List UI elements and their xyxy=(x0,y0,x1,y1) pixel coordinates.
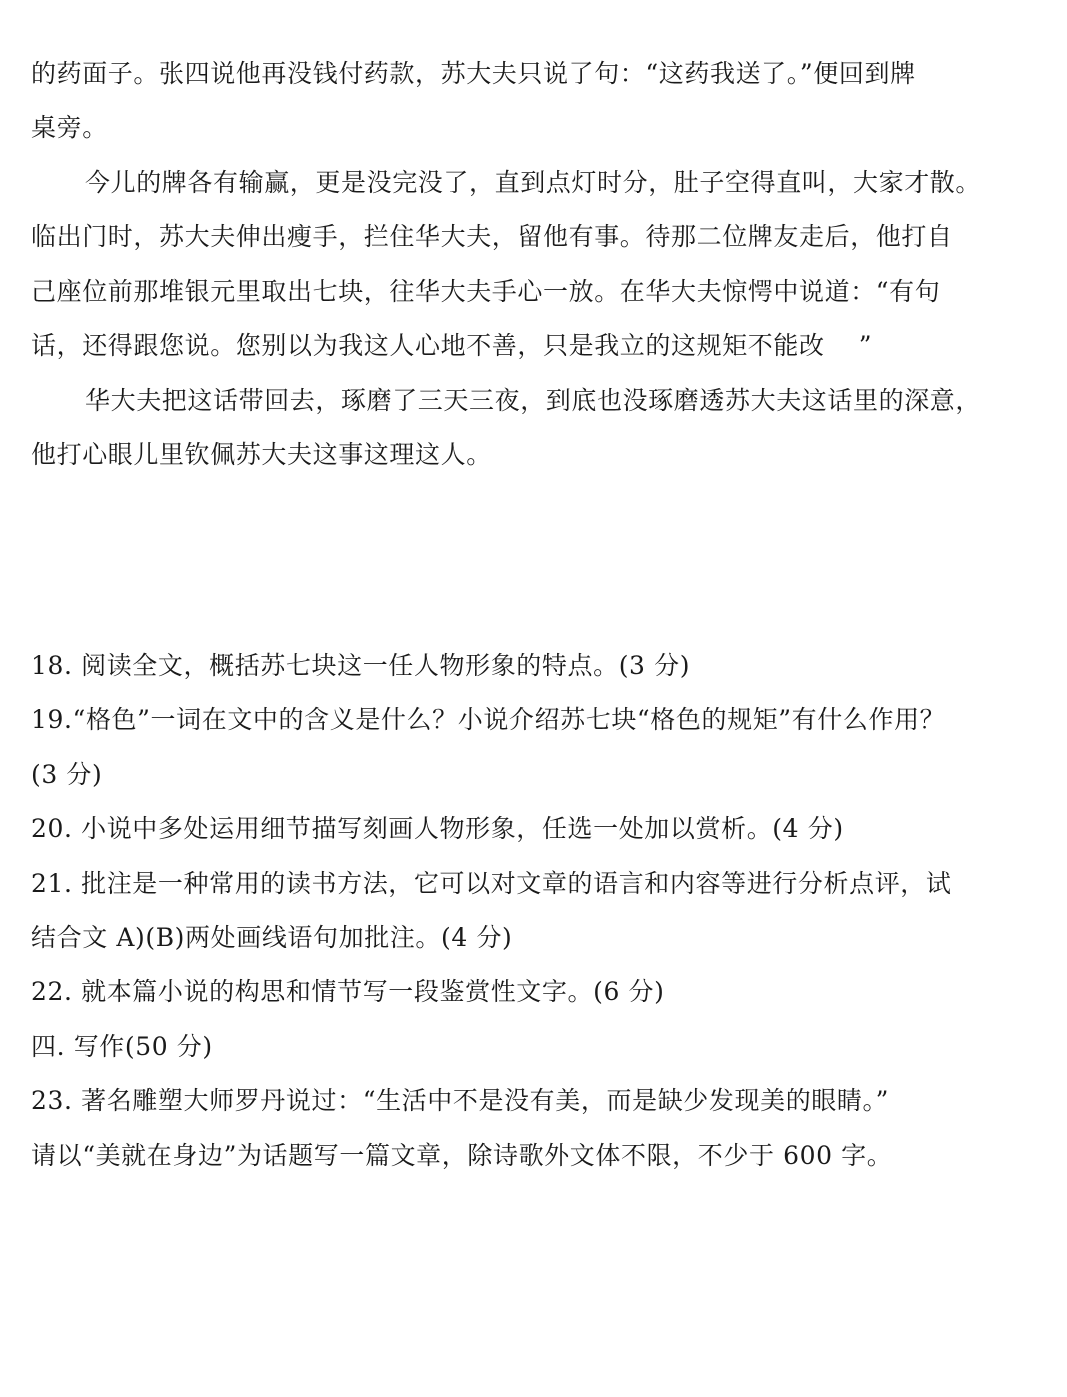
passage-line: 话，还得跟您说。您别以为我这人心地不善，只是我立的这规矩不能改 ” xyxy=(31,331,873,360)
question-22: 22. 就本篇小说的构思和情节写一段鉴赏性文字。(6 分) xyxy=(31,977,665,1006)
passage-line: 己座位前那堆银元里取出七块，往华大夫手心一放。在华大夫惊愕中说道：“有句 xyxy=(31,277,941,306)
question-19: 19.“格色”一词在文中的含义是什么？小说介绍苏七块“格色的规矩”有什么作用？ xyxy=(31,705,946,734)
passage-line: 今儿的牌各有输赢，更是没完没了，直到点灯时分，肚子空得直叫，大家才散。 xyxy=(85,168,982,197)
question-21: 21. 批注是一种常用的读书方法，它可以对文章的语言和内容等进行分析点评，试 xyxy=(31,869,952,898)
passage-line: 他打心眼儿里钦佩苏大夫这事这理这人。 xyxy=(31,440,492,469)
question-18: 18. 阅读全文，概括苏七块这一任人物形象的特点。(3 分) xyxy=(31,651,691,680)
question-23-prompt: 请以“美就在身边”为话题写一篇文章，除诗歌外文体不限，不少于 600 字。 xyxy=(31,1141,893,1170)
question-21-cont: 结合文 A)(B)两处画线语句加批注。(4 分) xyxy=(31,923,513,952)
passage-line: 华大夫把这话带回去，琢磨了三天三夜，到底也没琢磨透苏大夫这话里的深意， xyxy=(85,386,982,415)
passage-line: 临出门时，苏大夫伸出瘦手，拦住华大夫，留他有事。待那二位牌友走后，他打自 xyxy=(31,222,953,251)
question-19-score: (3 分) xyxy=(31,760,103,789)
passage-line: 桌旁。 xyxy=(31,113,108,142)
passage-line: 的药面子。张四说他再没钱付药款，苏大夫只说了句：“这药我送了。”便回到牌 xyxy=(31,59,916,88)
question-20: 20. 小说中多处运用细节描写刻画人物形象，任选一处加以赏析。(4 分) xyxy=(31,814,844,843)
question-23: 23. 著名雕塑大师罗丹说过：“生活中不是没有美，而是缺少发现美的眼睛。” xyxy=(31,1086,889,1115)
writing-section-title: 四. 写作(50 分) xyxy=(31,1032,213,1061)
